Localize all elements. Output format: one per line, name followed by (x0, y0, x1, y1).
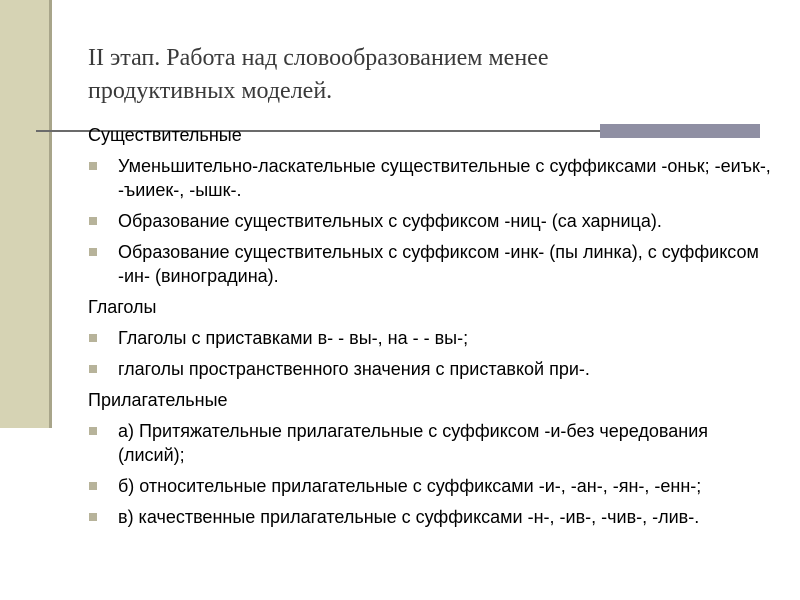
list-item (88, 240, 778, 288)
list-item (88, 209, 778, 233)
section-heading-adjectives: Прилагательные (88, 390, 228, 410)
list-item-text: а) Притяжательные прилагательные с суффиксом -и-без чередования (лисий); (118, 421, 709, 465)
list-item-text: Образование существительных с суффиксом -ниц- (са харница). (118, 211, 662, 231)
square-bullet-icon (89, 334, 97, 342)
square-bullet-icon (89, 365, 97, 373)
list-item-text: в) качественные прилагательные с суффиксами -н-, -ив-, -чив-, -лив-. (118, 507, 700, 527)
section-heading-nouns: Существительные (88, 125, 242, 145)
list-item-text: Уменьшительно-ласкательные существительные с суффиксами -оньк; -еиък-, -ъииек-, -ышк-. (118, 156, 771, 200)
square-bullet-icon (89, 162, 97, 170)
square-bullet-icon (89, 217, 97, 225)
square-bullet-icon (89, 248, 97, 256)
square-bullet-icon (89, 513, 97, 521)
slide-content (88, 123, 778, 536)
list-item-text: Образование существительных с суффиксом -инк- (пы линка), с суффиксом -ин- (виноградина). (118, 242, 759, 286)
left-decorative-bar (0, 0, 52, 428)
square-bullet-icon (89, 482, 97, 490)
list-item (88, 474, 778, 498)
list-item (88, 419, 778, 467)
slide-title: II этап. Работа над словообразованием менее продуктивных моделей. (88, 45, 549, 104)
list-item-text: Глаголы с приставками в- - вы-, на - - вы-; (118, 328, 469, 348)
list-item (88, 154, 778, 202)
section-heading-verbs: Глаголы (88, 297, 157, 317)
list-item-text: глаголы пространственного значения с приставкой при-. (118, 359, 590, 379)
list-item (88, 326, 778, 350)
square-bullet-icon (89, 427, 97, 435)
list-item-text: б) относительные прилагательные с суффиксами -и-, -ан-, -ян-, -енн-; (118, 476, 702, 496)
list-item (88, 505, 778, 529)
list-item (88, 357, 778, 381)
